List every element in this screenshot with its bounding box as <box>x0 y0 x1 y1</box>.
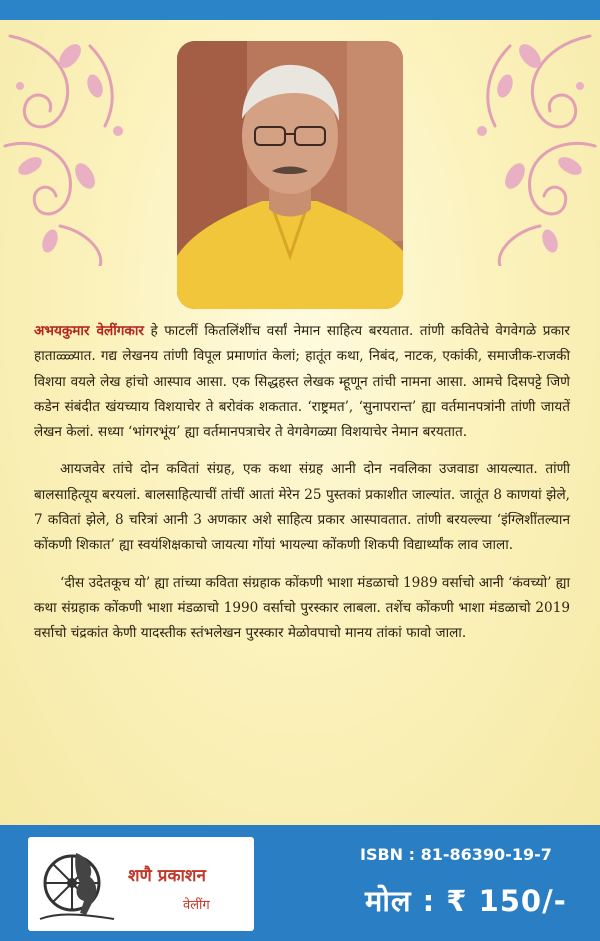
bio-paragraph-2: आयजवेर तांचे दोन कवितां संग्रह, एक कथा संग्रह आनी दोन नवलिका उजवाडा आयल्यात. तांणी बालसाहित्यूय बरयलां. बालसाहित्याचीं तांचीं आतां मेरेन 25 पुस्तकां प्रकाशीत जाल्यांत. जातूंत 8 काणयां झेले, 7 कवितां झेले, 8 चरित्रां आनी 3 अणकार अशे साहित्य प्रकार आस्पावतात. तांणी बरयल्ल्या ‘इंग्लिशींतल्यान कोंकणी शिकात’ ह्या स्वयंशिक्षकाचो जायत्या गोंयां भायल्या कोंकणी शिकपी विद्यार्थ्यांक लाव जाला. <box>34 461 570 554</box>
author-biography <box>34 319 570 659</box>
publisher-logo <box>28 837 254 931</box>
bio-paragraph-1 <box>34 319 570 445</box>
bio-paragraph-1-text: हे फाटलीं कितलिंशींच वर्सां नेमान साहित्य बरयतात. तांणी कवितेचे वेगवेगळे प्रकार हाताळ्ळ्यात. गद्य लेखनय तांणी विपूल प्रमाणांत केलां; हातूंत कथा, निबंद, नाटक, एकांकी, समाजीक-राजकी विशया वयले लेख हांचो आस्पाव आसा. एक सिद्धहस्त लेखक म्हूणून तांची नामना आसा. आमचे दिसपट्टे जिणे कडेन संबंदीत खंयच्याय विशयाचेर ते बरोवंक शकतात. ‘राष्ट्रमत’, ‘सुनापरान्त’ ह्या वर्तमानपत्रांनी तांणी जायतें लेखन केलां. सध्या ‘भांगरभूंय’ ह्या वर्तमानपत्राचेर ते वेगवेगळ्या विशयाचेर नेमान बरयतात. <box>34 323 570 441</box>
isbn-number: ISBN : 81-86390-19-7 <box>360 845 552 864</box>
bio-paragraph-3: ‘दीस उदेतकूच यो’ ह्या तांच्या कविता संग्रहाक कोंकणी भाशा मंडळाचो 1989 वर्साचो आनी ‘कंवच्यो’ ह्या कथा संग्रहाक कोंकणी भाशा मंडळाचो 1990 वर्साचो पुरस्कार लाबला. तशेंच कोंकणी भाशा मंडळाचो 2019 वर्साचो चंद्रकांत केणी यादस्तीक स्तंभलेखन पुरस्कार मेळोवपाचो मानय तांकां फावो जाला. <box>34 574 570 642</box>
back-cover-footer <box>0 825 600 941</box>
top-border <box>0 0 600 20</box>
author-portrait <box>177 41 403 309</box>
back-cover-panel <box>0 20 600 825</box>
publisher-place: वेलींग <box>183 898 210 913</box>
floral-ornament-left-icon <box>0 26 160 266</box>
author-name: अभयकुमार वेलींगकार <box>34 323 144 339</box>
book-price: मोल : ₹ 150/- <box>365 884 567 918</box>
publisher-name: शणै प्रकाशन <box>128 866 206 886</box>
floral-ornament-right-icon <box>440 26 600 266</box>
chariot-wheel-deity-emblem-icon <box>36 843 118 925</box>
